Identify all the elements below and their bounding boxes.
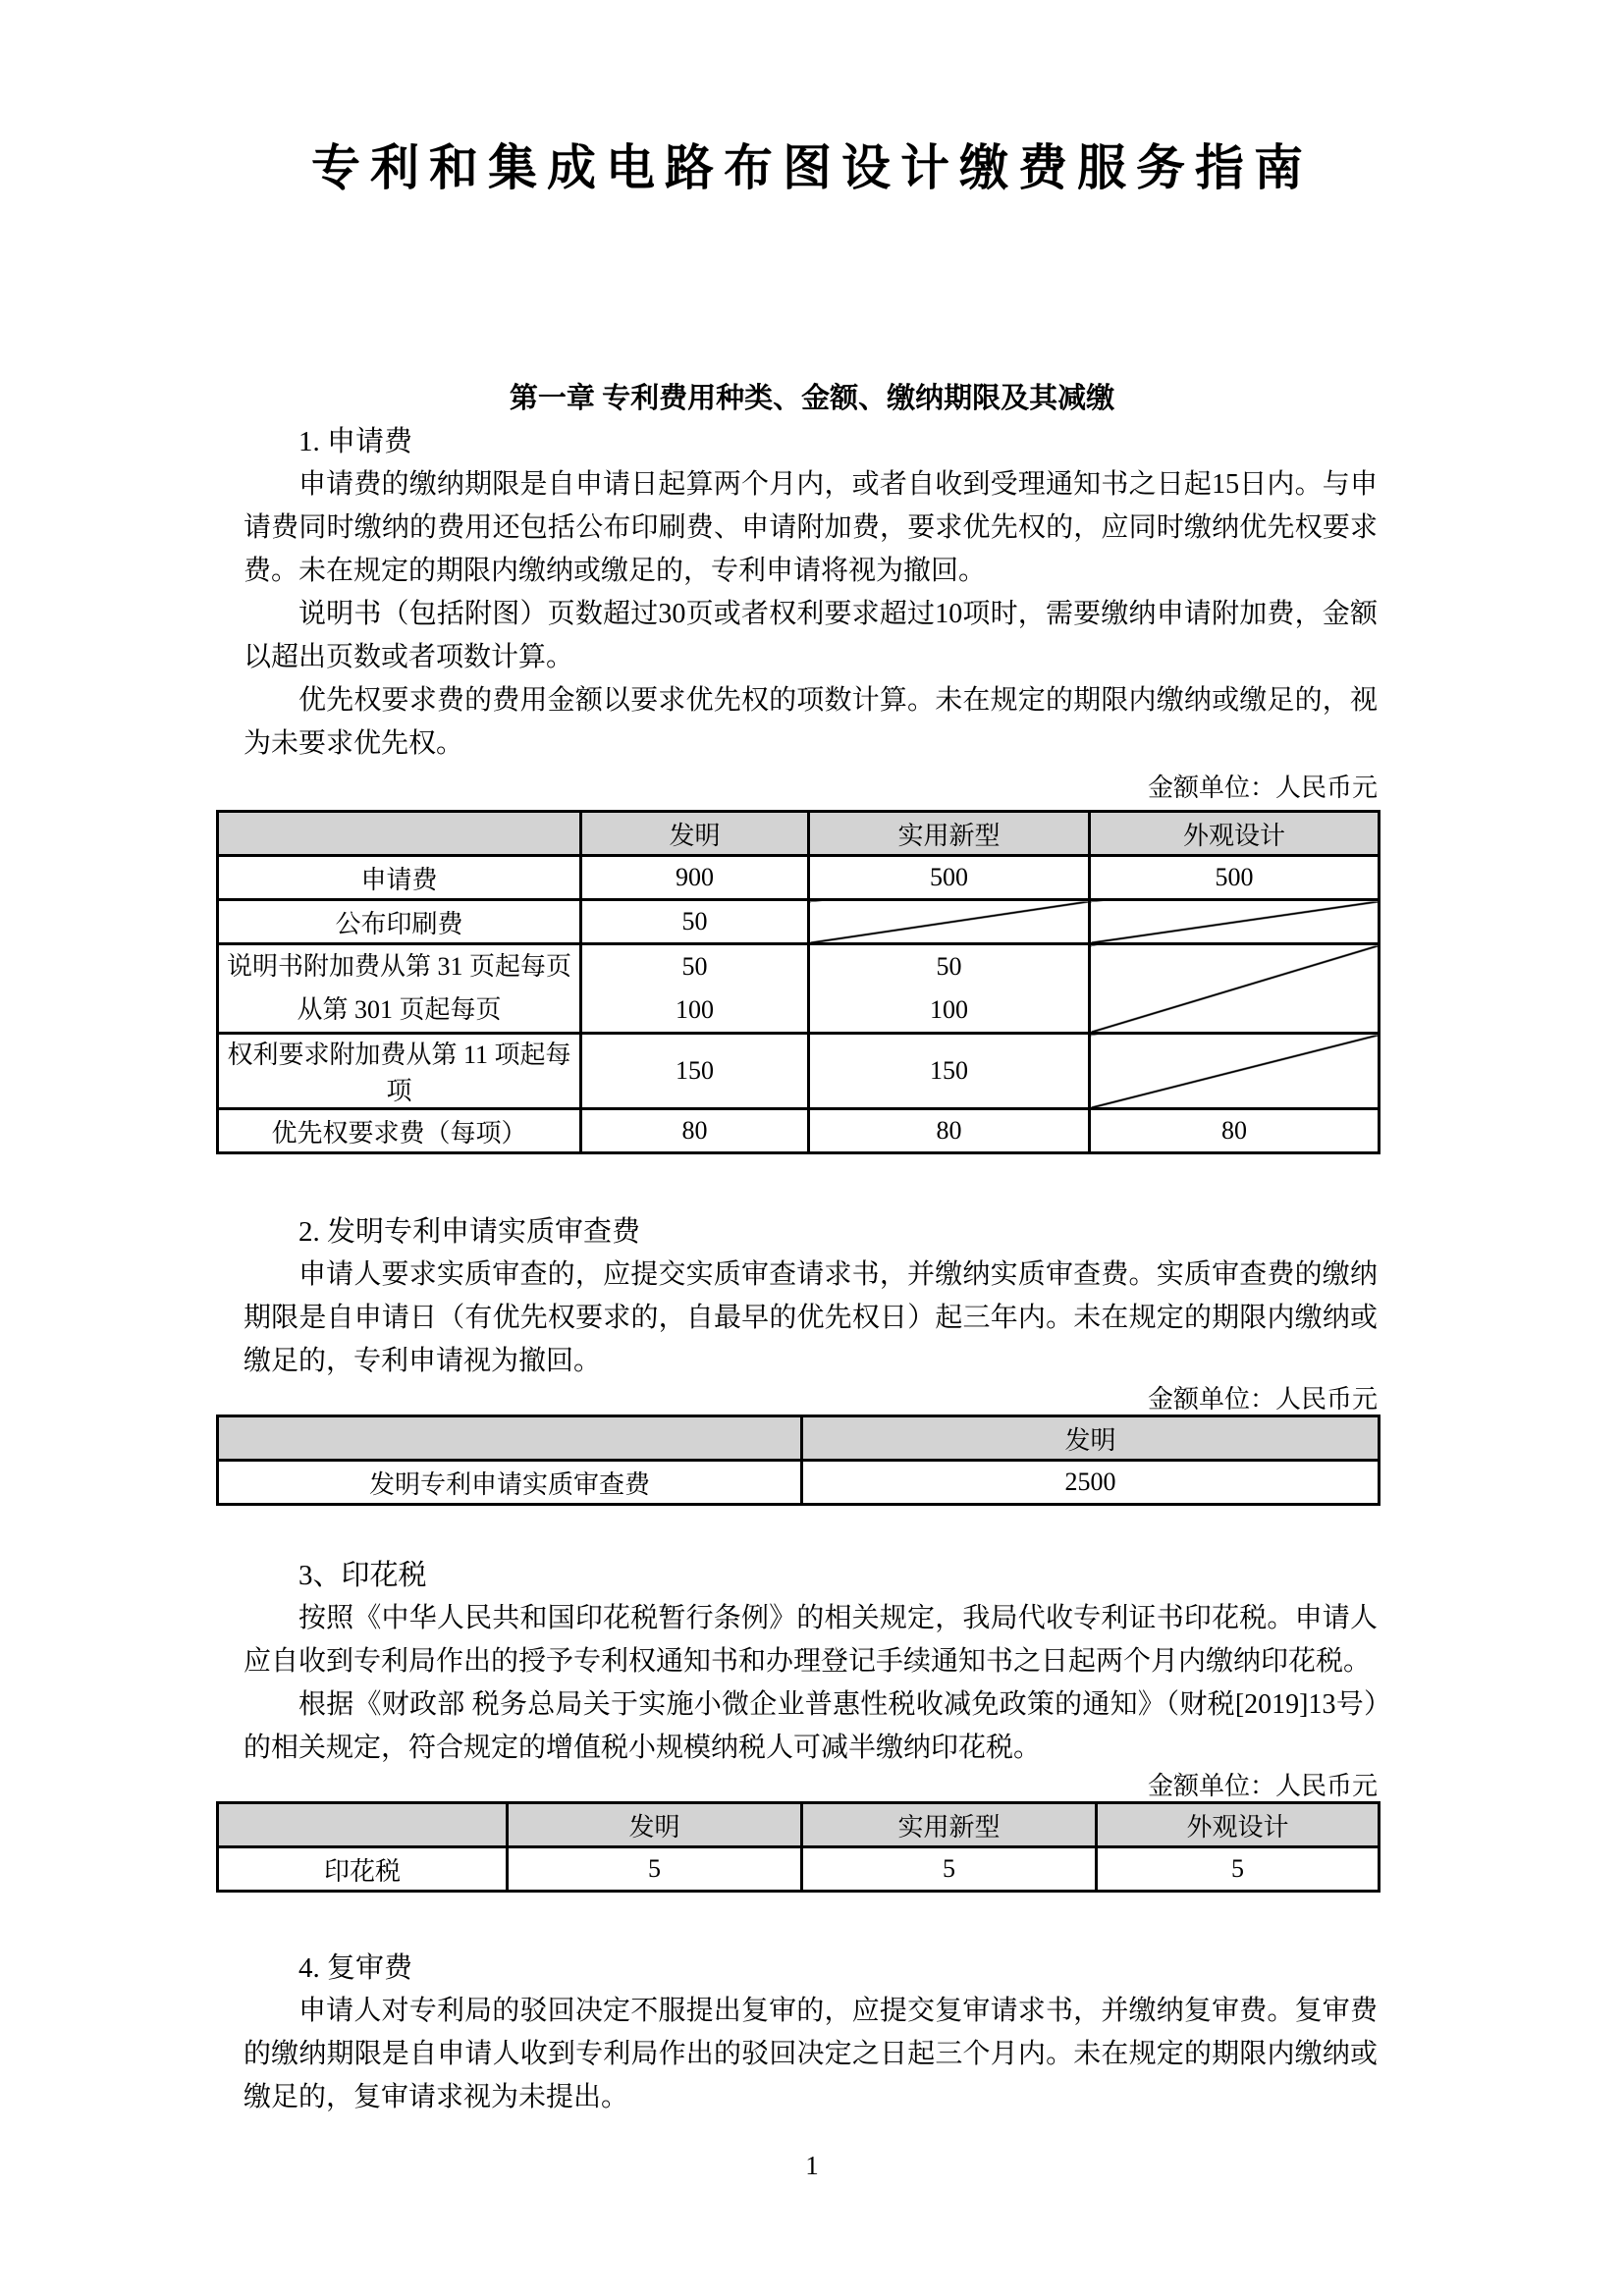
fee-value-line: 50	[936, 952, 962, 981]
section-2-paragraph-1: 申请人要求实质审查的，应提交实质审查请求书，并缴纳实质审查费。实质审查费的缴纳期限是自申请日（有优先权要求的，自最早的优先权日）起三年内。未在规定的期限内缴纳或缴足的，专利申请视为撤回。	[244, 1259, 1378, 1376]
fee-value-cell: 50	[581, 900, 809, 944]
fee-label-cell	[218, 944, 581, 1034]
chapter-heading: 第一章 专利费用种类、金额、缴纳期限及其减缴	[509, 383, 1115, 414]
header-design-cell: 外观设计	[1097, 1803, 1380, 1847]
fee-value-cell: 150	[581, 1034, 809, 1109]
description-surcharge-row	[218, 944, 1380, 1034]
printing-fee-row	[218, 900, 1380, 944]
stamp-tax-row	[218, 1847, 1380, 1892]
unit-note: 金额单位：人民币元	[1147, 774, 1378, 802]
fee-value-cell: 2500	[802, 1461, 1380, 1505]
fee-value-line: 50	[681, 952, 708, 981]
fee-label-cell: 印花税	[218, 1847, 508, 1892]
section-1-paragraph-1: 申请费的缴纳期限是自申请日起算两个月内，或者自收到受理通知书之日起15日内。与申请费同时缴纳的费用还包括公布印刷费、申请附加费，要求优先权的，应同时缴纳优先权要求费。未在规定的期限内缴纳或缴足的，专利申请将视为撤回。	[244, 469, 1378, 586]
header-invention-cell: 发明	[581, 812, 809, 856]
page-title: 专利和集成电路布图设计缴费服务指南	[311, 140, 1313, 195]
fee-value-cell: 80	[809, 1109, 1090, 1153]
section-3-heading: 3、印花税	[298, 1560, 427, 1591]
fee-value-cell: 150	[809, 1034, 1090, 1109]
not-applicable-diagonal-cell	[1090, 944, 1380, 1034]
fee-value-line: 100	[930, 995, 968, 1024]
stamp-tax-header-row	[218, 1803, 1380, 1847]
application-fees-header-row	[218, 812, 1380, 856]
fee-value-cell: 80	[581, 1109, 809, 1153]
application-fees-table	[216, 810, 1380, 1154]
section-1-heading: 1. 申请费	[298, 426, 413, 457]
header-utility-cell: 实用新型	[809, 812, 1090, 856]
section-3-paragraph-2: 根据《财政部 税务总局关于实施小微企业普惠性税收减免政策的通知》（财税[2019]13号）的相关规定，符合规定的增值税小规模纳税人可减半缴纳印花税。	[244, 1689, 1378, 1763]
fee-label-line: 说明书附加费从第 31 页起每页	[226, 952, 571, 981]
header-empty-cell	[218, 1803, 508, 1847]
section-2-heading: 2. 发明专利申请实质审查费	[298, 1216, 641, 1248]
fee-value-cell: 5	[508, 1847, 802, 1892]
application-fee-row	[218, 856, 1380, 900]
unit-note: 金额单位：人民币元	[1147, 1772, 1378, 1800]
fee-value-cell: 5	[802, 1847, 1097, 1892]
fee-value-cell: 500	[809, 856, 1090, 900]
page-number: 1	[805, 2151, 819, 2180]
fee-value-cell: 5	[1097, 1847, 1380, 1892]
fee-value-cell	[581, 944, 809, 1034]
header-invention-cell: 发明	[508, 1803, 802, 1847]
header-design-cell: 外观设计	[1090, 812, 1380, 856]
header-empty-cell	[218, 1416, 802, 1461]
header-empty-cell	[218, 812, 581, 856]
fee-value-cell: 80	[1090, 1109, 1380, 1153]
fee-label-cell: 申请费	[218, 856, 581, 900]
examination-header-row	[218, 1416, 1380, 1461]
header-invention-cell: 发明	[802, 1416, 1380, 1461]
fee-label-cell: 权利要求附加费从第 11 项起每项	[218, 1034, 581, 1109]
fee-value-cell: 500	[1090, 856, 1380, 900]
fee-label-cell: 公布印刷费	[218, 900, 581, 944]
examination-fee-row	[218, 1461, 1380, 1505]
claims-surcharge-row	[218, 1034, 1380, 1109]
header-utility-cell: 实用新型	[802, 1803, 1097, 1847]
not-applicable-diagonal-cell	[1090, 1034, 1380, 1109]
unit-note: 金额单位：人民币元	[1147, 1385, 1378, 1414]
fee-label-cell: 优先权要求费（每项）	[218, 1109, 581, 1153]
section-4-paragraph-1: 申请人对专利局的驳回决定不服提出复审的，应提交复审请求书，并缴纳复审费。复审费的缴纳期限是自申请人收到专利局作出的驳回决定之日起三个月内。未在规定的期限内缴纳或缴足的，复审请求视为未提出。	[244, 1996, 1378, 2112]
not-applicable-diagonal-cell	[1090, 900, 1380, 944]
section-4-heading: 4. 复审费	[298, 1952, 413, 1984]
priority-fee-row	[218, 1109, 1380, 1153]
fee-value-cell	[809, 944, 1090, 1034]
section-1-paragraph-3: 优先权要求费的费用金额以要求优先权的项数计算。未在规定的期限内缴纳或缴足的，视为未要求优先权。	[244, 685, 1378, 759]
section-1-paragraph-2: 说明书（包括附图）页数超过30页或者权利要求超过10项时，需要缴纳申请附加费，金额以超出页数或者项数计算。	[244, 599, 1378, 672]
fee-label-line: 从第 301 页起每页	[297, 995, 502, 1024]
stamp-tax-table	[216, 1801, 1380, 1893]
not-applicable-diagonal-cell	[809, 900, 1090, 944]
fee-value-cell: 900	[581, 856, 809, 900]
section-3-paragraph-1: 按照《中华人民共和国印花税暂行条例》的相关规定，我局代收专利证书印花税。申请人应自收到专利局作出的授予专利权通知书和办理登记手续通知书之日起两个月内缴纳印花税。	[244, 1603, 1378, 1677]
fee-value-line: 100	[676, 995, 714, 1024]
fee-label-cell: 发明专利申请实质审查费	[218, 1461, 802, 1505]
substantive-examination-table	[216, 1415, 1380, 1506]
